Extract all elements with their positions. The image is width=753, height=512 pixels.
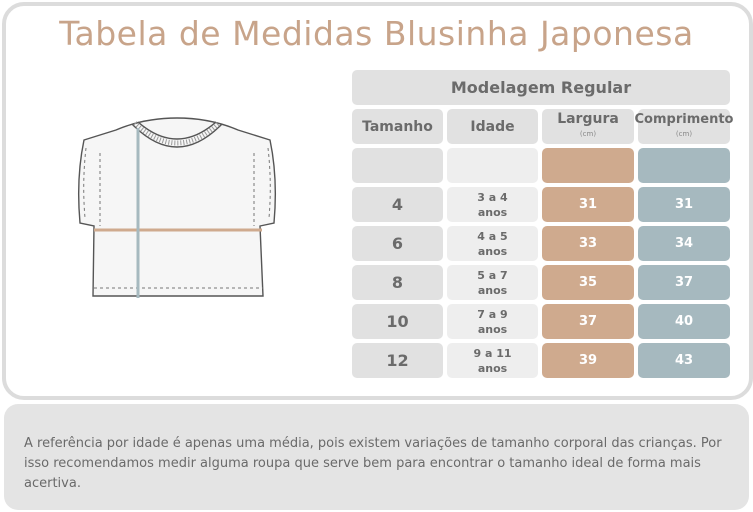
largura-cell: 31 [542, 187, 634, 222]
header-comprimento-label: Comprimento [634, 111, 734, 127]
header-largura-unit: (cm) [579, 129, 597, 138]
disclaimer-note: A referência por idade é apenas uma média, pois existem variações de tamanho corporal das crianças. Por isso recomendamos medir alguma roupa que serve bem para encontrar o tamanho ideal de forma mais acertiva. [4, 404, 749, 510]
age-line: anos [477, 283, 508, 297]
blouse-illustration-icon [66, 108, 288, 308]
swatch-empty [447, 148, 538, 183]
age-line: anos [477, 244, 508, 258]
header-tamanho: Tamanho [352, 109, 443, 144]
swatch-largura [542, 148, 634, 183]
comprimento-cell: 31 [638, 187, 730, 222]
age-cell [447, 187, 538, 222]
size-cell: 12 [352, 343, 443, 378]
comprimento-cell: 34 [638, 226, 730, 261]
comprimento-cell: 40 [638, 304, 730, 339]
header-largura-label: Largura [557, 110, 619, 127]
age-cell [447, 343, 538, 378]
largura-cell: 37 [542, 304, 634, 339]
largura-cell: 39 [542, 343, 634, 378]
age-cell [447, 304, 538, 339]
size-cell: 10 [352, 304, 443, 339]
largura-cell: 33 [542, 226, 634, 261]
largura-cell: 35 [542, 265, 634, 300]
age-line: 5 a 7 [477, 268, 508, 282]
comprimento-cell: 43 [638, 343, 730, 378]
size-cell: 6 [352, 226, 443, 261]
swatch-comprimento [638, 148, 730, 183]
comprimento-cell: 37 [638, 265, 730, 300]
age-cell [447, 226, 538, 261]
size-cell: 4 [352, 187, 443, 222]
age-line: 3 a 4 [477, 190, 508, 204]
header-idade: Idade [447, 109, 538, 144]
header-comprimento [634, 109, 734, 144]
age-line: 4 a 5 [477, 229, 508, 243]
age-cell [447, 265, 538, 300]
age-line: 9 a 11 [473, 346, 512, 360]
age-line: anos [477, 361, 508, 375]
age-line: 7 a 9 [477, 307, 508, 321]
size-cell: 8 [352, 265, 443, 300]
age-line: anos [477, 205, 508, 219]
age-line: anos [477, 322, 508, 336]
swatch-empty [352, 148, 443, 183]
page-title: Tabela de Medidas Blusinha Japonesa [59, 14, 694, 53]
header-comprimento-unit: (cm) [675, 129, 693, 138]
header-largura [542, 109, 634, 144]
modelagem-header: Modelagem Regular [352, 70, 730, 105]
